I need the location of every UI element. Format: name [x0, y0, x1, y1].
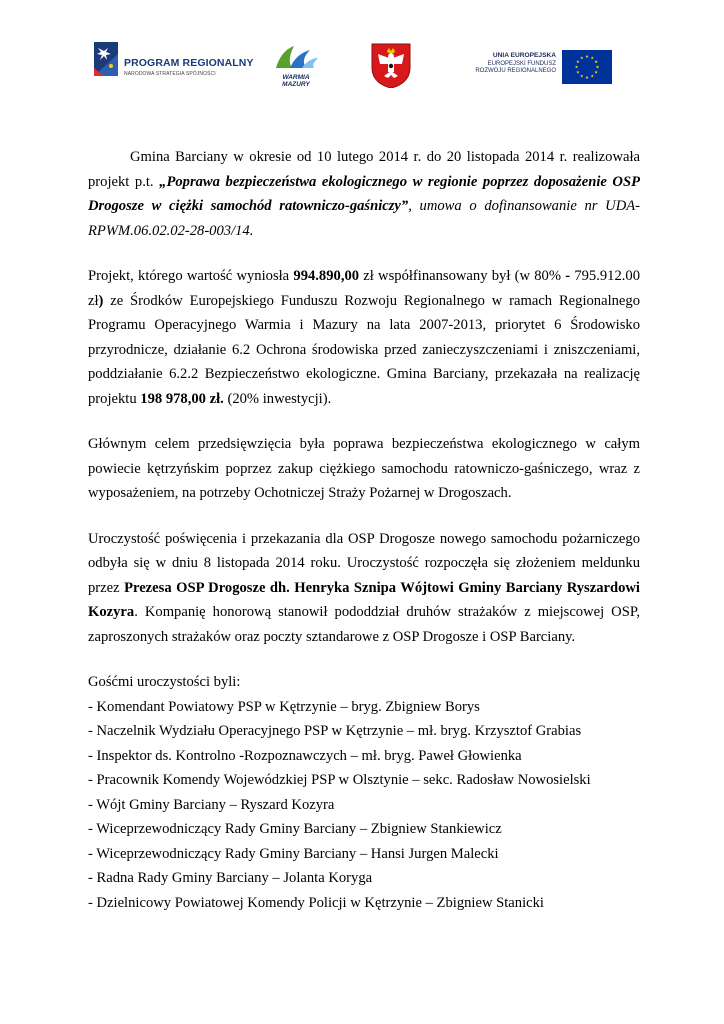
warmia-mazury-wave-icon — [270, 44, 322, 74]
eagle-coat-of-arms-icon — [370, 42, 412, 88]
program-regionalny-logo — [94, 42, 254, 82]
mazury-line: MAZURY — [282, 81, 310, 88]
program-regionalny-subtitle: NARODOWA STRATEGIA SPÓJNOŚCI — [124, 71, 216, 77]
project-value: 994.890,00 — [293, 268, 360, 284]
program-regionalny-badge-icon — [94, 42, 118, 76]
p1-text-a: Gmina Barciany w okresie od 10 lutego 2014 r. do 20 listopada 2014 r. realizowała projekt p.t. — [88, 149, 640, 190]
list-item: - Radna Rady Gminy Barciany – Jolanta Koryga — [88, 870, 373, 886]
p2-text-e: (20% inwestycji). — [223, 390, 332, 407]
guests-list — [88, 695, 640, 916]
p2-text-b: zł współfinansowany był (w 80% — [359, 268, 566, 284]
ceremony-report-names: Prezesa OSP Drogosze dh. Henryka Sznipa Wójtowi Gminy Barciany Ryszardowi Kozyra — [88, 579, 640, 620]
warmia-mazury-text — [274, 74, 318, 88]
program-regionalny-title: PROGRAM REGIONALNY — [124, 57, 254, 69]
eu-flag-icon — [562, 50, 612, 84]
p1-text-b: , umowa o dofinansowanie nr UDA-RPWM.06.02.02-28-003/14. — [88, 198, 641, 239]
guests-heading: Gośćmi uroczystości byli: — [88, 674, 241, 690]
p2-dash: - — [565, 268, 571, 284]
warmia-line: WARMIA — [282, 74, 310, 81]
list-item: - Wiceprzewodniczący Rady Gminy Barciany – Zbigniew Stankiewicz — [88, 821, 502, 837]
gmina-contribution: 198 978,00 zł. — [140, 390, 224, 407]
p2-text-a: Projekt, którego wartość wyniosła — [88, 268, 294, 284]
list-item: - Naczelnik Wydziału Operacyjnego PSP w Kętrzynie – mł. bryg. Krzysztof Grabias — [88, 723, 582, 739]
project-title: „Poprawa bezpieczeństwa ekologicznego w regionie poprzez doposażenie OSP Drogosze w ciężki samochód ratowniczo-gaśniczy” — [88, 173, 640, 214]
list-item: - Wójt Gminy Barciany – Ryszard Kozyra — [88, 796, 335, 813]
eu-line2: EUROPEJSKI FUNDUSZ — [487, 60, 556, 67]
coat-of-arms-logo — [370, 42, 412, 88]
list-item: - Dzielnicowy Powiatowej Komendy Policji w Kętrzynie – Zbigniew Stanicki — [88, 894, 544, 911]
p2-paren: ) — [98, 292, 104, 309]
eu-logo — [466, 46, 612, 90]
p4-text-b: . Kompanię honorową stanowił pododdział druhów strażaków z miejscowej OSP, zaproszonych strażaków oraz poczty sztandarowe z OSP Drogosze i OSP Barciany. — [88, 604, 640, 645]
p4-text-a: Uroczystość poświęcenia i przekazania dla OSP Drogosze nowego samochodu pożarniczego odbyła się w dniu 8 listopada 2014 roku. Uroczystość rozpoczęła się złożeniem meldunku przez — [88, 530, 640, 596]
warmia-mazury-logo — [270, 44, 322, 96]
list-item: - Wiceprzewodniczący Rady Gminy Barciany – Hansi Jurgen Malecki — [88, 845, 499, 862]
document-body — [88, 145, 640, 915]
eu-line1: UNIA EUROPEJSKA — [492, 52, 556, 59]
eu-text — [475, 52, 556, 76]
paragraph-ceremony — [88, 527, 640, 650]
paragraph-financing — [88, 264, 640, 411]
eu-line3: ROZWOJU REGIONALNEGO — [475, 68, 556, 74]
p2-text-d: ze Środków Europejskiego Funduszu Rozwoju Regionalnego w ramach Regionalnego Programu Operacyjnego Warmia i Mazury na lata 2007-2013, priorytet 6 Środowisko przyrodnicze, działanie 6.2 Ochrona środowiska przed zanieczyszczeniami i zniszczeniami, poddziałanie 6.2.2 Bezpieczeństwo ekologiczne. Gmina Barciany, przekazała na realizację projektu — [88, 292, 640, 407]
p2-text-c: 795.912.00 zł — [88, 268, 640, 309]
header-logos — [0, 38, 724, 98]
list-item: - Komendant Powiatowy PSP w Kętrzynie – bryg. Zbigniew Borys — [88, 698, 480, 715]
list-item: - Inspektor ds. Kontrolno -Rozpoznawczych – mł. bryg. Paweł Głowienka — [88, 747, 522, 764]
paragraph-goal: Głównym celem przedsięwzięcia była poprawa bezpieczeństwa ekologicznego w całym powiecie kętrzyńskim poprzez zakup ciężkiego samochodu ratowniczo-gaśniczego, wraz z wyposażeniem, na potrzeby Ochotniczej Straży Pożarnej w Drogoszach. — [88, 436, 640, 501]
list-item: - Pracownik Komendy Wojewódzkiej PSP w Olsztynie – sekc. Radosław Nowosielski — [88, 772, 591, 788]
paragraph-project-intro — [88, 145, 640, 243]
